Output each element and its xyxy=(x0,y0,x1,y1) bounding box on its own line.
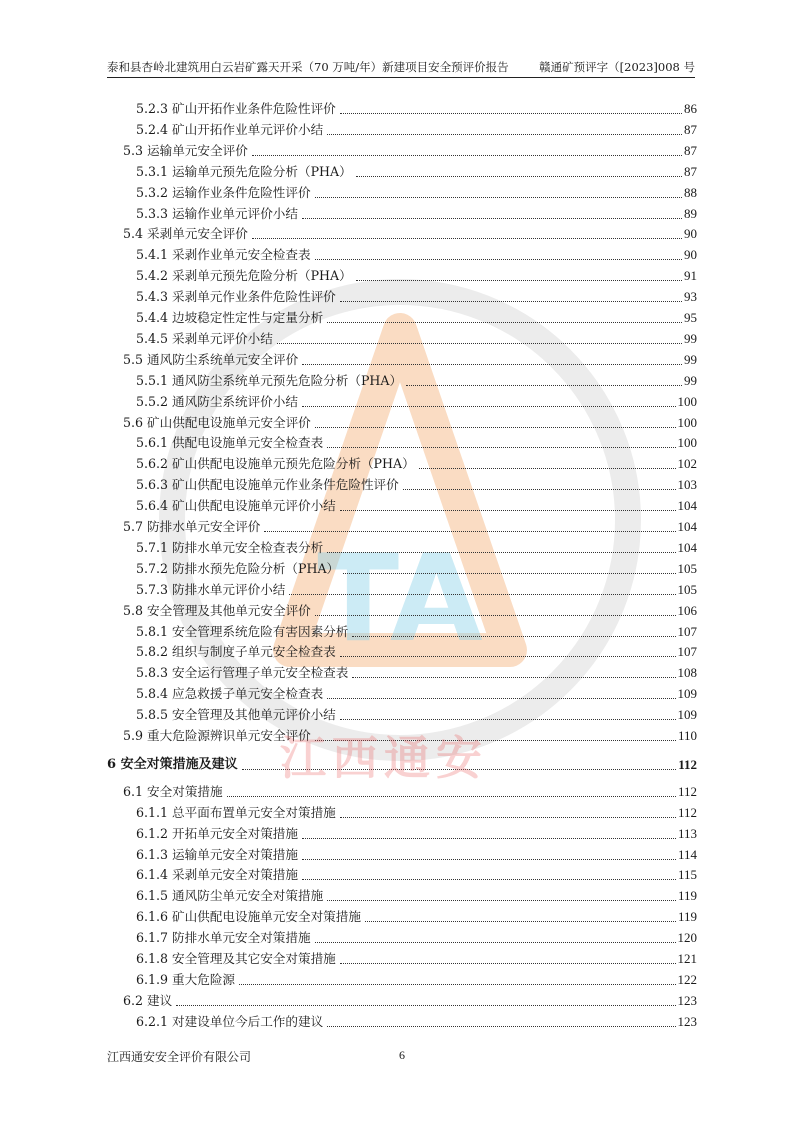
toc-entry[interactable] xyxy=(136,118,697,138)
toc-entry-label: 5.4.3 采剥单元作业条件危险性评价 xyxy=(136,289,336,305)
toc-entry-label: 6.1 安全对策措施 xyxy=(123,783,223,799)
toc-entry-label: 5.7.3 防排水单元评价小结 xyxy=(136,581,286,597)
toc-entry[interactable] xyxy=(136,390,697,410)
toc-entry-label: 6.1.7 防排水单元安全对策措施 xyxy=(136,930,311,946)
toc-leader-dots xyxy=(315,197,682,198)
toc-entry-label: 5.6.2 矿山供配电设施单元预先危险分析（PHA） xyxy=(136,456,415,472)
toc-entry-label: 5.8.5 安全管理及其他单元评价小结 xyxy=(136,707,336,723)
toc-leader-dots xyxy=(365,921,676,922)
toc-leader-dots xyxy=(302,406,676,407)
toc-leader-dots xyxy=(252,155,682,156)
toc-entry-page: 120 xyxy=(677,930,697,946)
toc-leader-dots xyxy=(340,301,682,302)
toc-entry[interactable] xyxy=(123,515,697,535)
toc-leader-dots xyxy=(289,594,675,595)
toc-entry-page: 110 xyxy=(677,728,697,743)
toc-leader-dots xyxy=(340,817,676,818)
toc-entry[interactable] xyxy=(123,139,697,159)
toc-entry-label: 5.5.2 通风防尘系统评价小结 xyxy=(136,393,298,409)
toc-entry[interactable] xyxy=(123,348,697,368)
toc-entry[interactable] xyxy=(136,620,697,640)
toc-entry-page: 100 xyxy=(677,393,697,409)
toc-entry-page: 123 xyxy=(677,1013,697,1029)
toc-entry-label: 5.8.2 组织与制度子单元安全检查表 xyxy=(136,644,336,660)
toc-leader-dots xyxy=(302,879,676,880)
toc-entry-page: 119 xyxy=(677,909,697,925)
toc-entry-page: 87 xyxy=(684,163,697,179)
toc-entry-page: 95 xyxy=(684,310,697,325)
toc-entry[interactable] xyxy=(136,369,697,389)
toc-leader-dots xyxy=(302,838,676,839)
toc-leader-dots xyxy=(340,113,682,114)
toc-entry[interactable] xyxy=(136,822,697,842)
toc-entry-page: 99 xyxy=(684,351,697,367)
toc-leader-dots xyxy=(302,218,682,219)
watermark-monogram: TA xyxy=(317,530,483,669)
toc-entry-page: 109 xyxy=(677,686,697,702)
toc-leader-dots xyxy=(327,1026,675,1027)
toc-entry[interactable] xyxy=(136,843,697,863)
toc-entry-label: 5.3.2 运输作业条件危险性评价 xyxy=(136,184,311,200)
toc-entry-label: 5.3.3 运输作业单元评价小结 xyxy=(136,205,298,221)
toc-entry-page: 123 xyxy=(677,992,697,1008)
toc-entry-page: 108 xyxy=(677,665,697,681)
toc-entry-page: 104 xyxy=(677,539,697,555)
toc-entry-page: 112 xyxy=(678,756,697,772)
toc-leader-dots xyxy=(277,343,682,344)
toc-entry[interactable] xyxy=(136,1010,697,1030)
toc-entry-label: 5.8.1 安全管理系统危险有害因素分析 xyxy=(136,623,349,639)
toc-leader-dots xyxy=(252,238,682,239)
toc-leader-dots xyxy=(352,677,675,678)
toc-leader-dots xyxy=(327,322,682,323)
toc-entry-label: 6.1.3 运输单元安全对策措施 xyxy=(136,846,298,862)
toc-leader-dots xyxy=(327,698,675,699)
toc-entry-label: 6.2.1 对建设单位今后工作的建议 xyxy=(136,1013,324,1029)
toc-entry-label: 5.8.3 安全运行管理子单元安全检查表 xyxy=(136,665,349,681)
toc-entry-label: 5.7.1 防排水单元安全检查表分析 xyxy=(136,539,324,555)
toc-leader-dots xyxy=(340,510,676,511)
toc-entry-page: 109 xyxy=(677,707,697,723)
toc-entry-label: 5.5 通风防尘系统单元安全评价 xyxy=(123,351,299,367)
toc-entry[interactable] xyxy=(123,989,697,1009)
toc-entry[interactable] xyxy=(136,905,697,925)
toc-entry-page: 106 xyxy=(677,602,697,618)
toc-entry-label: 6 安全对策措施及建议 xyxy=(107,756,238,772)
toc-entry-page: 107 xyxy=(677,623,697,639)
toc-entry-page: 112 xyxy=(677,804,697,820)
toc-entry-label: 6.1.8 安全管理及其它安全对策措施 xyxy=(136,951,336,966)
toc-entry-page: 90 xyxy=(684,247,697,263)
toc-entry-label: 5.2.3 矿山开拓作业条件危险性评价 xyxy=(136,101,336,116)
toc-entry-label: 5.6.4 矿山供配电设施单元评价小结 xyxy=(136,498,336,514)
toc-entry[interactable] xyxy=(136,452,697,472)
toc-entry-label: 6.2 建议 xyxy=(123,992,173,1008)
toc-entry[interactable] xyxy=(123,599,697,619)
toc-leader-dots xyxy=(356,280,682,281)
toc-entry[interactable] xyxy=(136,703,697,723)
toc-leader-dots xyxy=(403,489,676,490)
toc-entry-label: 5.6.3 矿山供配电设施单元作业条件危险性评价 xyxy=(136,477,399,493)
toc-entry[interactable] xyxy=(136,431,697,451)
toc-entry-page: 99 xyxy=(684,372,697,388)
report-title: 泰和县杏岭北建筑用白云岩矿露天开采（70 万吨/年）新建项目安全预评价报告 xyxy=(107,60,509,74)
toc-entry-label: 5.3.1 运输单元预先危险分析（PHA） xyxy=(136,163,352,179)
toc-entry-label: 5.5.1 通风防尘系统单元预先危险分析（PHA） xyxy=(136,372,403,388)
toc-entry[interactable] xyxy=(136,264,697,284)
toc-entry[interactable] xyxy=(136,473,697,493)
toc-entry-label: 6.1.4 采剥单元安全对策措施 xyxy=(136,867,298,883)
toc-entry[interactable] xyxy=(136,494,697,514)
page-header xyxy=(107,57,695,75)
document-number: 赣通矿预评字（[2023]008 号 xyxy=(539,60,695,74)
toc-entry-label: 5.6 矿山供配电设施单元安全评价 xyxy=(123,414,311,430)
page-footer xyxy=(107,1048,695,1066)
toc-entry-page: 119 xyxy=(677,888,697,904)
toc-entry[interactable] xyxy=(136,202,697,222)
toc-entry-page: 100 xyxy=(677,435,697,451)
toc-entry[interactable] xyxy=(136,640,697,660)
toc-entry-page: 99 xyxy=(684,330,697,346)
toc-entry[interactable] xyxy=(136,285,697,305)
toc-entry-page: 107 xyxy=(677,644,697,660)
toc-entry-label: 5.4.4 边坡稳定性定性与定量分析 xyxy=(136,310,324,325)
toc-leader-dots xyxy=(327,900,676,901)
toc-leader-dots xyxy=(406,385,682,386)
toc-entry[interactable] xyxy=(136,243,697,263)
toc-leader-dots xyxy=(419,468,676,469)
toc-entry-page: 122 xyxy=(677,971,697,987)
toc-entry-page: 115 xyxy=(677,867,697,883)
toc-leader-dots xyxy=(340,963,676,964)
toc-entry-label: 5.4 采剥单元安全评价 xyxy=(123,226,248,242)
toc-leader-dots xyxy=(302,859,676,860)
toc-leader-dots xyxy=(327,447,675,448)
toc-leader-dots xyxy=(356,176,682,177)
toc-entry-page: 87 xyxy=(684,142,697,158)
toc-entry[interactable] xyxy=(136,557,697,577)
toc-leader-dots xyxy=(315,259,682,260)
toc-entry-page: 121 xyxy=(677,951,697,966)
toc-entry-label: 5.4.2 采剥单元预先危险分析（PHA） xyxy=(136,268,352,284)
toc-entry[interactable] xyxy=(136,884,697,904)
toc-entry[interactable] xyxy=(136,968,697,988)
toc-entry-page: 102 xyxy=(677,456,697,472)
toc-leader-dots xyxy=(264,531,675,532)
toc-leader-dots xyxy=(239,984,675,985)
toc-entry-label: 5.9 重大危险源辨识单元安全评价 xyxy=(123,728,311,743)
toc-entry[interactable] xyxy=(136,863,697,883)
toc-entry-page: 105 xyxy=(677,581,697,597)
toc-entry-page: 100 xyxy=(677,414,697,430)
toc-leader-dots xyxy=(340,719,676,720)
toc-entry-label: 6.1.9 重大危险源 xyxy=(136,971,236,987)
toc-leader-dots xyxy=(176,1005,675,1006)
toc-entry[interactable] xyxy=(136,181,697,201)
toc-entry-label: 5.3 运输单元安全评价 xyxy=(123,142,248,158)
page-number: 6 xyxy=(399,1048,405,1062)
toc-entry-label: 5.8 安全管理及其他单元安全评价 xyxy=(123,602,311,618)
toc-entry[interactable] xyxy=(136,306,697,326)
toc-entry-page: 86 xyxy=(684,101,697,116)
toc-leader-dots xyxy=(302,364,682,365)
toc-entry-page: 90 xyxy=(684,226,697,242)
toc-entry-label: 5.4.5 采剥单元评价小结 xyxy=(136,330,273,346)
toc-entry-page: 105 xyxy=(677,560,697,576)
toc-entry-label: 5.7 防排水单元安全评价 xyxy=(123,519,261,534)
toc-entry[interactable] xyxy=(136,947,697,967)
toc-entry[interactable] xyxy=(136,97,697,117)
toc-entry-label: 6.1.2 开拓单元安全对策措施 xyxy=(136,825,298,841)
toc-leader-dots xyxy=(340,656,676,657)
toc-entry[interactable] xyxy=(136,682,697,702)
toc-leader-dots xyxy=(315,427,676,428)
toc-entry-label: 6.1.6 矿山供配电设施单元安全对策措施 xyxy=(136,909,361,925)
toc-entry-page: 87 xyxy=(684,121,697,137)
toc-entry-label: 5.2.4 矿山开拓作业单元评价小结 xyxy=(136,121,324,137)
toc-entry-page: 112 xyxy=(677,783,697,799)
toc-entry-page: 113 xyxy=(677,825,697,841)
toc-entry-label: 5.4.1 采剥作业单元安全检查表 xyxy=(136,247,311,263)
header-rule xyxy=(107,77,695,78)
toc-entry-label: 5.7.2 防排水预先危险分析（PHA） xyxy=(136,560,340,576)
toc-entry-label: 6.1.5 通风防尘单元安全对策措施 xyxy=(136,888,324,904)
watermark-text: 江西通安 xyxy=(280,731,488,785)
footer-company: 江西通安安全评价有限公司 xyxy=(107,1050,252,1064)
toc-entry-page: 93 xyxy=(684,289,697,305)
toc-entry-page: 103 xyxy=(677,477,697,493)
toc-entry-page: 104 xyxy=(677,519,697,534)
toc-entry-page: 114 xyxy=(677,846,697,862)
toc-entry-label: 5.6.1 供配电设施单元安全检查表 xyxy=(136,435,324,451)
toc-entry[interactable] xyxy=(136,578,697,598)
toc-entry[interactable] xyxy=(136,801,697,821)
toc-entry-page: 88 xyxy=(684,184,697,200)
toc-entry[interactable] xyxy=(136,661,697,681)
toc-entry-label: 6.1.1 总平面布置单元安全对策措施 xyxy=(136,804,336,820)
toc-leader-dots xyxy=(343,573,675,574)
toc-entry-page: 104 xyxy=(677,498,697,514)
toc-entry[interactable] xyxy=(136,536,697,556)
toc-entry[interactable] xyxy=(136,926,697,946)
toc-entry-label: 5.8.4 应急救援子单元安全检查表 xyxy=(136,686,324,702)
toc-leader-dots xyxy=(315,615,676,616)
toc-leader-dots xyxy=(327,552,675,553)
toc-entry[interactable] xyxy=(123,411,697,431)
toc-leader-dots xyxy=(315,942,676,943)
toc-entry[interactable] xyxy=(123,222,697,242)
toc-leader-dots xyxy=(327,134,682,135)
toc-entry-page: 91 xyxy=(684,268,697,284)
toc-entry[interactable] xyxy=(136,160,697,180)
toc-entry-page: 89 xyxy=(684,205,697,221)
toc-entry[interactable] xyxy=(136,327,697,347)
toc-leader-dots xyxy=(352,636,675,637)
toc-leader-dots xyxy=(227,796,676,797)
